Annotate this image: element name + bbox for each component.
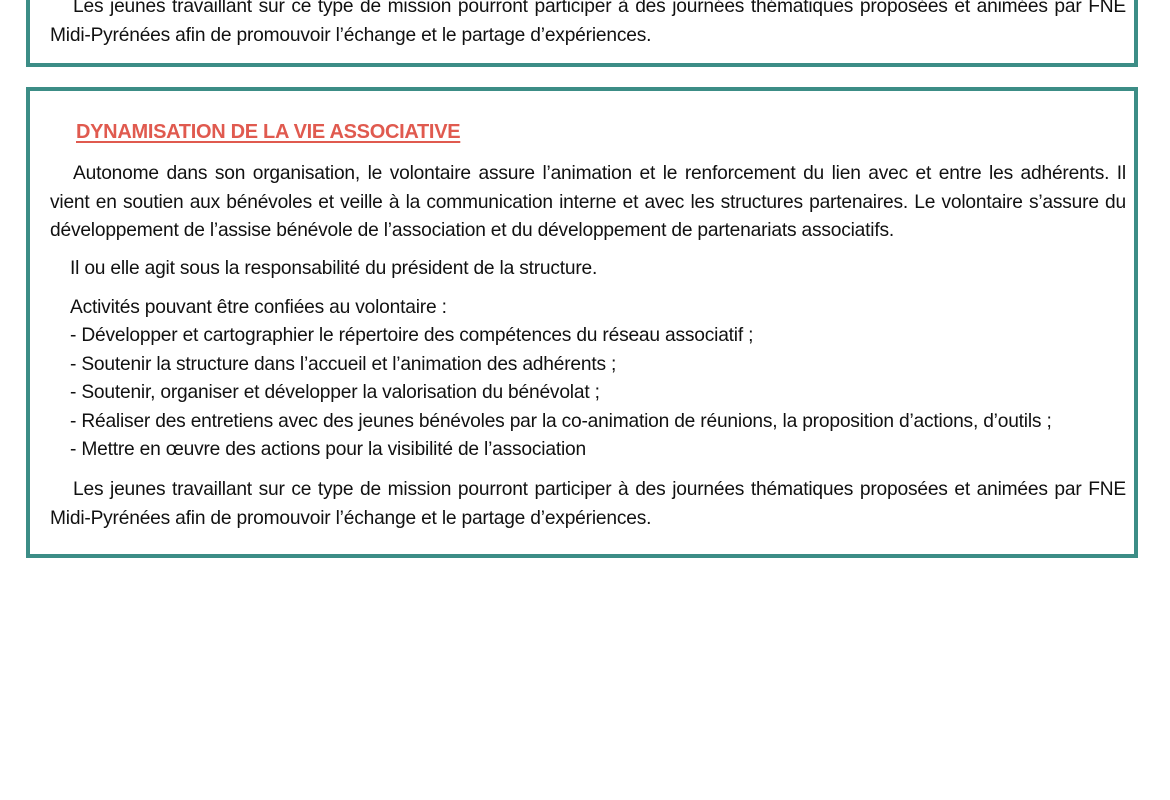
previous-closing-line-2: Midi-Pyrénées afin de promouvoir l’échange et le partage d’expériences. [50, 24, 652, 46]
previous-mission-box [26, 0, 1138, 67]
closing-paragraph [50, 476, 1126, 533]
intro-line-1: Autonome dans son organisation, le volontaire assure l’animation et le renforcement du lien avec et entre les adhérents. Il [73, 163, 1126, 184]
intro-line-2: vient en soutien aux bénévoles et veille à la communication interne et avec les structures partenaires. Le volontaire s’assure du [50, 191, 1126, 213]
previous-closing-line-1: Les jeunes travaillant sur ce type de mission pourront participer à des journées thématiques proposées et animées par FNE [73, 0, 1126, 17]
responsibility-paragraph: Il ou elle agit sous la responsabilité du président de la structure. [70, 258, 598, 279]
closing-line-1: Les jeunes travaillant sur ce type de mission pourront participer à des journées thématiques proposées et animées par FNE [73, 479, 1126, 500]
activities-list [70, 322, 1052, 465]
section-heading: DYNAMISATION DE LA VIE ASSOCIATIVE [76, 121, 461, 143]
intro-paragraph [50, 160, 1126, 246]
previous-mission-closing-paragraph [50, 0, 1126, 50]
list-item: - Développer et cartographier le répertoire des compétences du réseau associatif ; [70, 325, 754, 346]
vie-associative-mission-box [26, 87, 1138, 558]
intro-line-3: développement de l’assise bénévole de l’association et du développement de partenariats associatifs. [50, 220, 894, 241]
list-item: - Réaliser des entretiens avec des jeunes bénévoles par la co-animation de réunions, la proposition d’actions, d’outils ; [70, 410, 1052, 432]
list-item: - Soutenir, organiser et développer la valorisation du bénévolat ; [70, 382, 600, 403]
list-item: - Soutenir la structure dans l’accueil et l’animation des adhérents ; [70, 353, 617, 375]
activities-label: Activités pouvant être confiées au volontaire : [70, 297, 447, 318]
closing-line-2: Midi-Pyrénées afin de promouvoir l’échange et le partage d’expériences. [50, 507, 652, 529]
list-item: - Mettre en œuvre des actions pour la visibilité de l’association [70, 439, 586, 460]
